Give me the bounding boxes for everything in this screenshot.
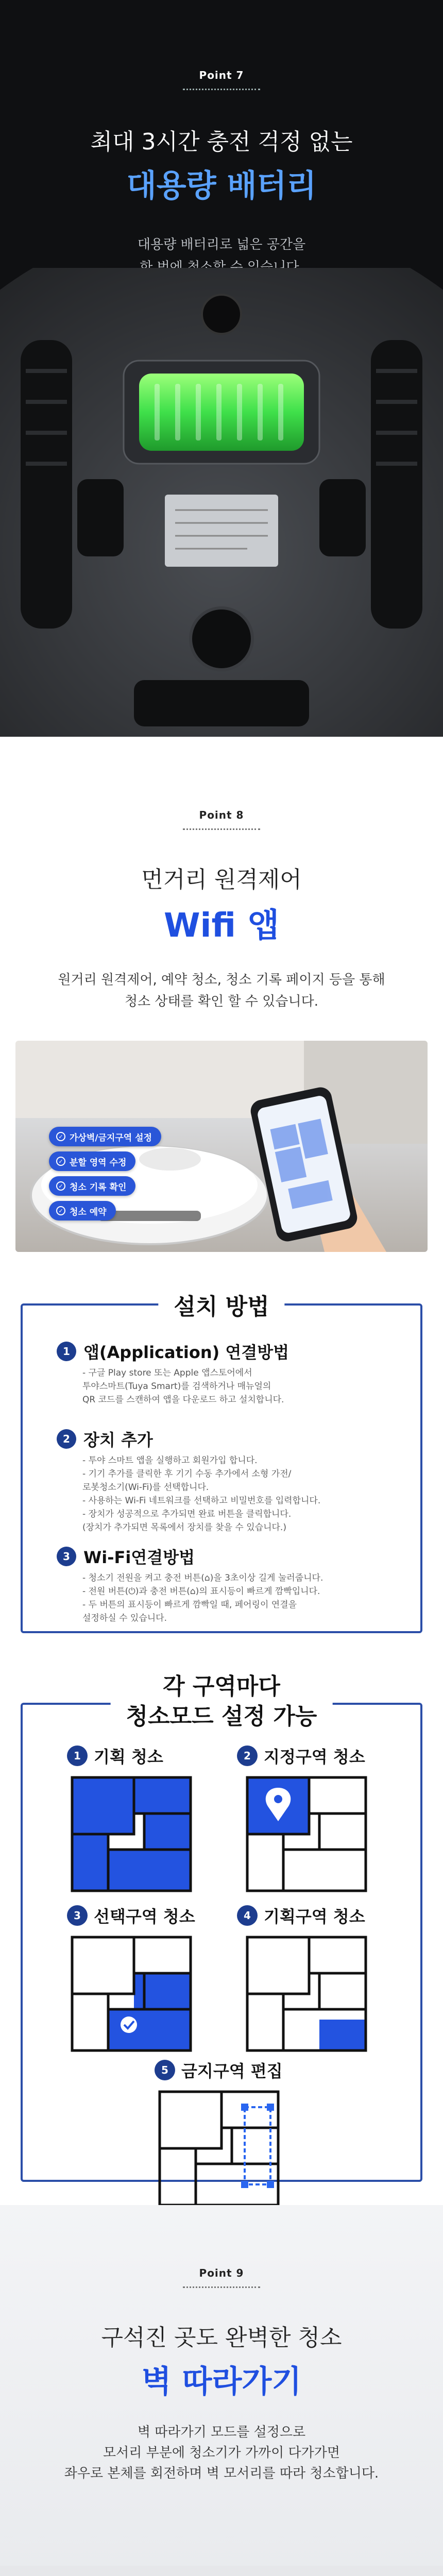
zone-label-4: 4 기획구역 청소 [237,1904,365,1927]
feature-pill-zone-edit: ✓ 분할 영역 수정 [49,1151,135,1171]
check-icon: ✓ [56,1181,65,1191]
install-step-3-bullets: - 청소기 전원을 켜고 충전 버튼(⌂)을 3초이상 길게 눌러줍니다. - 전원 버튼(⏻)과 충전 버튼(⌂)의 표시등이 빠르게 깜빡입니다. - 두 버튼의 표시등이 빠르게 깜빡일 때, 페어링이 연결을 설정하실 수 있습니다. [82,1573,323,1623]
battery-title: 대용량 배터리 [126,168,317,204]
check-icon: ✓ [56,1132,65,1141]
dotted-divider [183,2286,260,2288]
floorplan-nogo-edit [155,2087,283,2205]
zones-section [0,1662,443,2205]
floorplan-full-clean [67,1772,196,1896]
install-title: 설치 방법 [158,1288,284,1321]
dotted-divider [183,828,260,830]
install-step-2-bullets: - 투야 스마트 앱을 실행하고 회원가입 합니다. - 기기 추가를 클릭한 후 기기 수동 추가에서 소형 가전/ 로봇청소기(Wi-Fi)를 선택합니다. - 사용하는 Wi-Fi 네트워크를 선택하고 비밀번호를 입력합니다. - 장치가 성공적으로 추가되면 완료 버튼을 클릭합니다. (장치가 추가되면 목록에서 장치를 찾을 수 있습니다.) [82,1455,321,1533]
wall-follow-section [0,2205,443,2576]
check-icon: ✓ [56,1206,65,1215]
floorplan-select-clean [67,1932,196,2056]
zones-title: 각 구역마다 청소모드 설정 가능 [111,1672,333,1732]
dotted-divider [183,89,260,90]
zone-label-1: 1 기획 청소 [67,1744,163,1768]
zone-label-5: 5 금지구역 편집 [155,2058,283,2082]
wall-description: 벽 따라가기 모드를 설정으로 모서리 부분에 청소기가 가까이 다가가면 좌우로 본체를 회전하며 벽 모서리를 따라 청소합니다. [64,2425,379,2481]
wifi-section [0,737,443,1252]
install-step-1: 1 앱(Application) 연결방법 [57,1340,289,1363]
wall-title: 벽 따라가기 [141,2364,302,2400]
battery-section [0,0,443,737]
zone-label-2: 2 지정구역 청소 [237,1744,365,1768]
battery-description: 대용량 배터리로 넓은 공간을 한 번에 청소할 수 있습니다. [137,237,306,275]
battery-subtitle: 최대 3시간 충전 걱정 없는 [90,129,353,155]
install-step-3: 3 Wi-Fi연결방법 [57,1545,195,1568]
wall-subtitle: 구석진 곳도 완벽한 청소 [101,2325,342,2351]
check-icon: ✓ [56,1157,65,1166]
wall-follow-robot-image [0,2566,443,2576]
wifi-description: 원거리 원격제어, 예약 청소, 청소 기록 페이지 등을 통해 청소 상태를 확인 할 수 있습니다. [58,972,385,1009]
feature-pill-history: ✓ 청소 기록 확인 [49,1176,135,1196]
feature-pill-virtual-wall: ✓ 가상벽/금지구역 설정 [49,1127,161,1146]
zone-label-3: 3 선택구역 청소 [67,1904,195,1927]
floorplan-spot-clean [242,1772,371,1896]
install-section [0,1252,443,1662]
install-step-2: 2 장치 추가 [57,1427,153,1451]
install-step-1-bullets: - 구글 Play store 또는 Apple 앱스토어에서 투야스마트(Tuya Smart)를 검색하거나 매뉴얼의 QR 코드를 스캔하여 앱을 다운로드 하고 설치합니다. [82,1368,284,1405]
wall-point-label: Point 9 [199,2267,244,2279]
robot-underside-image [0,268,443,737]
feature-pill-schedule: ✓ 청소 예약 [49,1201,116,1221]
floorplan-zone-clean [242,1932,371,2056]
wifi-point-label: Point 8 [199,809,244,821]
battery-point-label: Point 7 [199,69,244,81]
wifi-title: Wifi 앱 [163,907,280,945]
wifi-subtitle: 먼거리 원격제어 [141,867,302,893]
